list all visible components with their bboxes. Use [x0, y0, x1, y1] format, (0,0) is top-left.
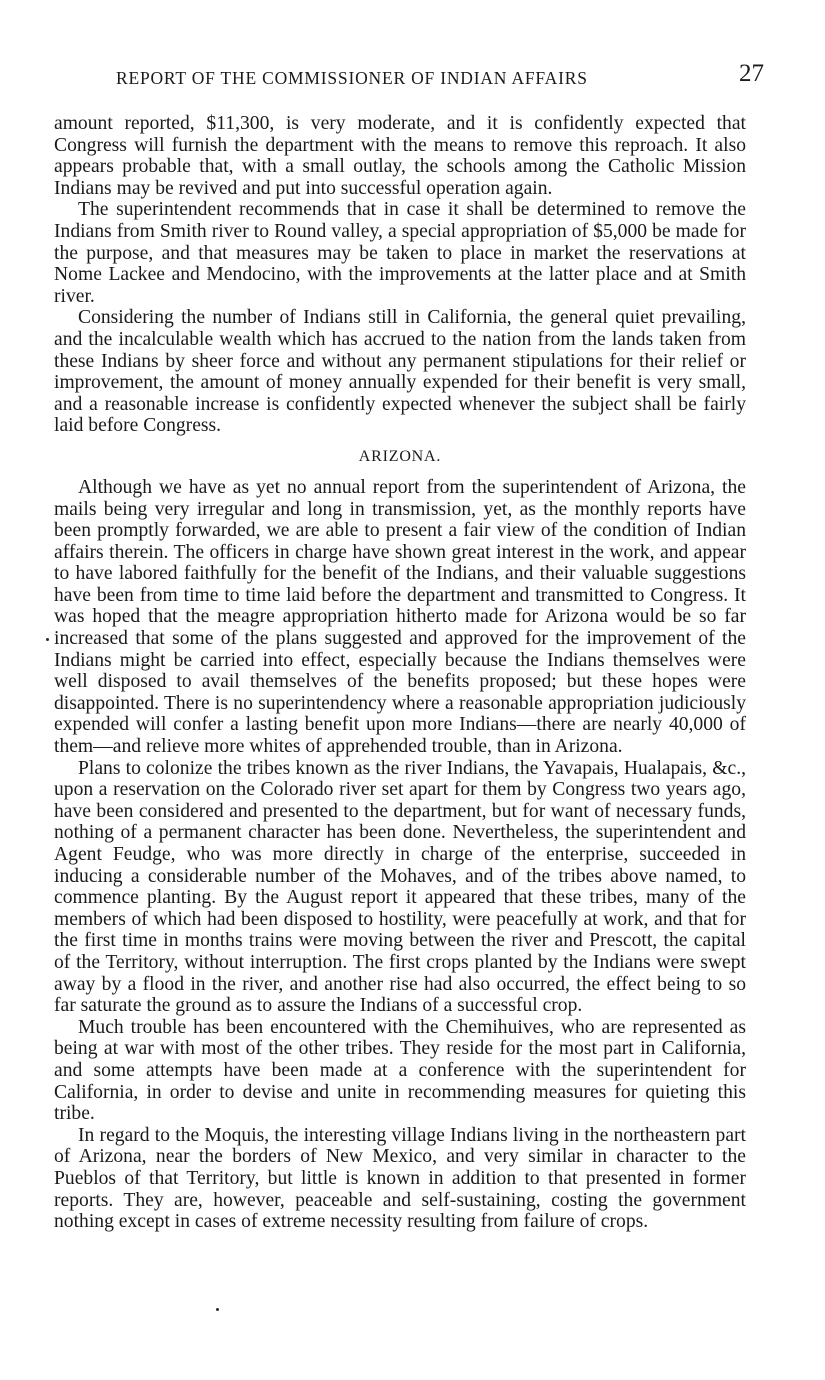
paragraph-arizona-overview: Although we have as yet no annual report from the superintendent of Arizona, the mails being very irregular and long in transmission, yet, as the monthly reports have been promptly forwarded, we are able to present a fair view of the condition of Indian affairs therein. The officers in charge have shown great interest in the work, and appear to have labored faithfully for the benefit of the Indians, and their valuable suggestions have been from time to time laid before the department and transmitted to Congress. It was hoped that the meagre appropriation hitherto made for Arizona would be so far increased that some of the plans suggested and approved for the improvement of the Indians might be carried into effect, especially because the Indians themselves were well disposed to avail themselves of the benefits proposed; but these hopes were disappointed. There is no superintendency where a reasonable appropriation judiciously expended will confer a lasting benefit upon more Indians—there are nearly 40,000 of them—and relieve more whites of apprehended trouble, than in Arizona. — [54, 476, 746, 758]
paragraph-chemihuives: Much trouble has been encountered with the Chemihuives, who are represented as being at war with most of the other tribes. They reside for the most part in California, and some attempts have been made at a conference with the superintendent for California, in order to devise and unite in recommending measures for quieting this tribe. — [54, 1016, 746, 1125]
margin-mark — [46, 638, 49, 641]
paragraph-moquis: In regard to the Moquis, the interesting village Indians living in the northeastern part of Arizona, near the borders of New Mexico, and very similar in character to the Pueblos of that Territory, but little is known in addition to that presented in former reports. They are, however, peaceable and self-sustaining, costing the government nothing except in cases of extreme necessity resulting from failure of crops. — [54, 1124, 746, 1233]
paragraph-california-appropriation: Considering the number of Indians still in California, the general quiet prevailing, and the incalculable wealth which has accrued to the nation from the lands taken from these Indians by sheer force and without any permanent stipulations for their relief or improvement, the amount of money annually expended for their benefit is very small, and a reasonable increase is confidently expected whenever the subject shall be fairly laid before Congress. — [54, 307, 746, 437]
running-header — [52, 58, 764, 94]
footer-mark — [216, 1308, 219, 1311]
paragraph-river-indians: Plans to colonize the tribes known as the river Indians, the Yavapais, Hualapais, &c., upon a reservation on the Colorado river set apart for them by Congress two years ago, have been considered and presented to the department, but for want of necessary funds, nothing of a permanent character has been done. Nevertheless, the superintendent and Agent Feudge, who was more directly in charge of the enterprise, succeeded in inducing a considerable number of the Mohaves, and of the tribes above named, to commence planting. By the August report it appeared that these tribes, many of the members of which had been disposed to hostility, were peacefully at work, and that for the first time in months trains were moving between the river and Prescott, the capital of the Territory, without interruption. The first crops planted by the Indians were swept away by a flood in the river, and another rise had also occurred, the effect being to so far saturate the ground as to assure the Indians of a successful crop. — [54, 757, 746, 1017]
paragraph-smith-river: The superintendent recommends that in case it shall be determined to remove the Indians from Smith river to Round valley, a special appropriation of $5,000 be made for the purpose, and that measures may be taken to place in market the reservations at Nome Lackee and Mendocino, with the improvements at the latter place and at Smith river. — [54, 199, 746, 307]
body-text — [54, 113, 746, 1233]
section-heading-arizona: ARIZONA. — [358, 447, 442, 465]
header-title: REPORT OF THE COMMISSIONER OF INDIAN AFFAIRS — [116, 68, 588, 88]
page-number: 27 — [739, 60, 764, 87]
paragraph-continuation: amount reported, $11,300, is very moderate, and it is confidently expected that Congress will furnish the department with the means to remove this reproach. It also appears probable that, with a small outlay, the schools among the Catholic Mission Indians may be revived and put into successful operation again. — [54, 113, 746, 199]
